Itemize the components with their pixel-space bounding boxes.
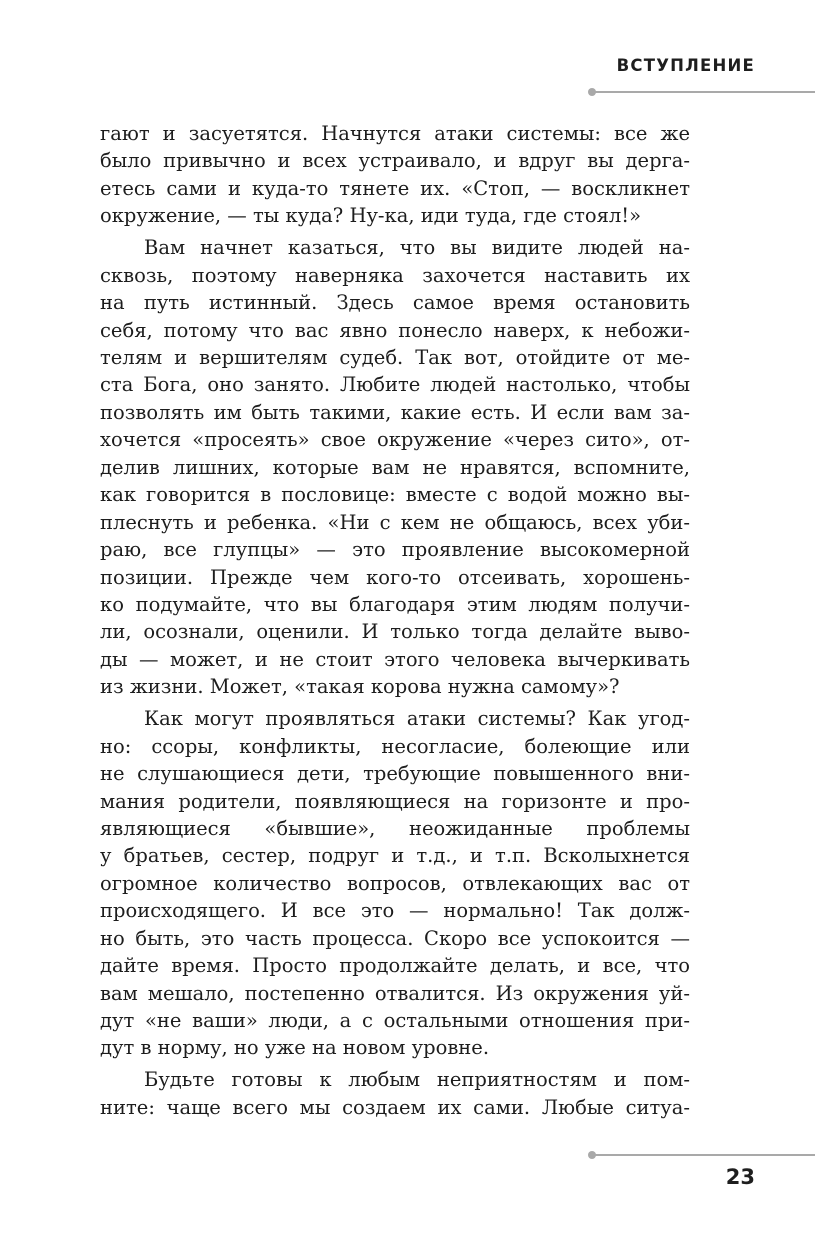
paragraph-3 — [100, 705, 690, 1062]
text-line: происходящего. И все это — нормально! Так долж- — [100, 899, 690, 923]
page-number: 23 — [725, 1165, 755, 1189]
body-text — [100, 120, 690, 1121]
text-line: ды — может, и не стоит этого человека вычеркивать — [100, 647, 690, 671]
text-line: позиции. Прежде чем кого-то отсеивать, хорошень- — [100, 565, 690, 589]
text-line: дайте время. Просто продолжайте делать, и все, что — [100, 954, 690, 978]
text-line: себя, потому что вас явно понесло наверх, к небожи- — [100, 318, 690, 342]
text-line: как говорится в пословице: вместе с водой можно вы- — [100, 483, 690, 507]
text-line: но: ссоры, конфликты, несогласие, болеющие или — [100, 734, 690, 758]
text-line: дут в норму, но уже на новом уровне. — [100, 1036, 490, 1060]
text-line: ните: чаще всего мы создаем их сами. Любые ситуа- — [100, 1095, 690, 1119]
header-rule — [592, 91, 815, 93]
text-line: ко подумайте, что вы благодаря этим людям получи- — [100, 592, 690, 616]
text-line: ста Бога, оно занято. Любите людей настолько, чтобы — [100, 373, 690, 397]
text-line: не слушающиеся дети, требующие повышенного вни- — [100, 762, 690, 786]
text-line: делив лишних, которые вам не нравятся, вспомните, — [100, 455, 690, 479]
text-line: Как могут проявляться атаки системы? Как угод- — [144, 707, 690, 731]
text-line: огромное количество вопросов, отвлекающих вас от — [100, 871, 690, 895]
text-line: Вам начнет казаться, что вы видите людей на- — [144, 236, 690, 260]
text-line: етесь сами и куда-то тянете их. «Стоп, — воскликнет — [100, 176, 690, 200]
text-line: позволять им быть такими, какие есть. И если вам за- — [100, 400, 690, 424]
text-line: телям и вершителям судеб. Так вот, отойдите от ме- — [100, 346, 690, 369]
footer-rule — [592, 1154, 815, 1156]
text-line: хочется «просеять» свое окружение «через сито», от- — [100, 428, 690, 452]
text-line: мания родители, появляющиеся на горизонте и про- — [100, 789, 690, 813]
text-line: но быть, это часть процесса. Скоро все успокоится — — [100, 926, 690, 950]
text-line: ли, осознали, оценили. И только тогда делайте выво- — [100, 620, 690, 644]
text-line: Будьте готовы к любым неприятностям и пом- — [144, 1068, 690, 1092]
text-line: раю, все глупцы» — это проявление высокомерной — [100, 538, 690, 562]
text-line: из жизни. Может, «такая корова нужна самому»? — [100, 675, 620, 699]
paragraph-4 — [100, 1066, 690, 1121]
text-line: являющиеся «бывшие», неожиданные проблемы — [100, 816, 690, 840]
text-line: было привычно и всех устраивало, и вдруг вы дерга- — [100, 149, 690, 173]
text-line: гают и засуетятся. Начнутся атаки системы: все же — [100, 122, 690, 145]
text-line: плеснуть и ребенка. «Ни с кем не общаюсь, всех уби- — [100, 510, 690, 534]
text-line: у братьев, сестер, подруг и т.д., и т.п. Всколыхнется — [100, 844, 690, 868]
running-header-section-title: ВСТУПЛЕНИЕ — [616, 56, 755, 75]
header-rule-dot — [588, 88, 596, 96]
text-line: сквозь, поэтому наверняка захочется наставить их — [100, 263, 690, 287]
text-line: вам мешало, постепенно отвалится. Из окружения уй- — [100, 981, 690, 1005]
text-line: дут «не ваши» люди, а с остальными отношения при- — [100, 1009, 690, 1032]
footer-rule-dot — [588, 1151, 596, 1159]
text-line: на путь истинный. Здесь самое время остановить — [100, 291, 690, 315]
paragraph-2 — [100, 234, 690, 700]
text-line: окружение, — ты куда? Ну-ка, иди туда, где стоял!» — [100, 204, 642, 228]
paragraph-1 — [100, 120, 690, 230]
